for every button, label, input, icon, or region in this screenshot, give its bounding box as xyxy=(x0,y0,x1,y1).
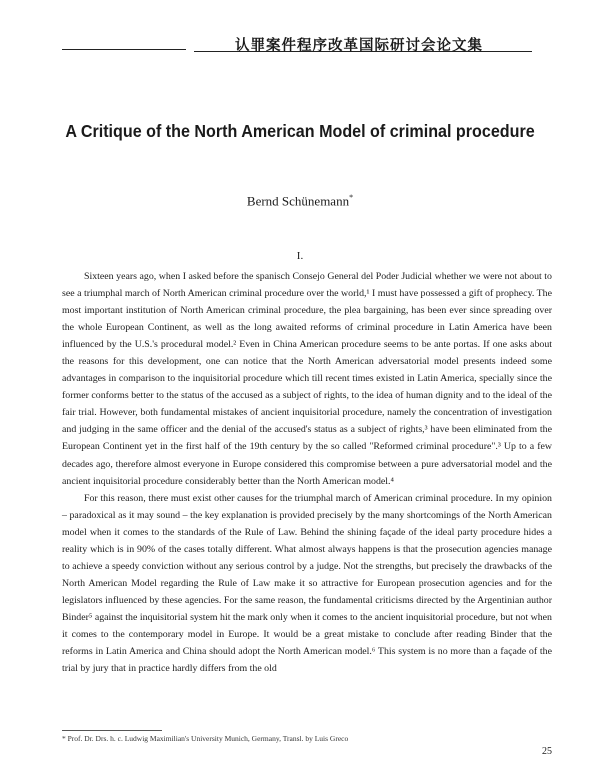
journal-title: 认罪案件程序改革国际研讨会论文集 xyxy=(235,38,483,54)
section-number: I. xyxy=(296,250,304,262)
author-line xyxy=(0,193,600,209)
footnote-divider xyxy=(62,730,162,731)
article-body xyxy=(62,268,552,677)
running-header xyxy=(62,34,532,54)
body-paragraph-2: For this reason, there must exist other causes for the triumphal march of American criminal procedure. In my opinion – paradoxical as it may sound – the key explanation is provided precisely by the many shortcomings of the North American model when it comes to the standards of the Rule of Law. Behind the shining façade of the ideal party procedure hides a reality which is in 90% of the cases totally different. What almost always happens is that the prosecution agencies manage to achieve a speedy conviction without any serious control by a judge. Not the strengths, but precisely the drawbacks of the North American Model regarding the Rule of Law make it so attractive for European prosecution agencies and for the legislators influenced by these agencies. For the same reason, the fundamental criticisms directed by the Argentinian author Binder⁵ against the inquisitorial system hit the mark only when it comes to the ancient inquisitorial procedure, but not when it comes to the contemporary model in Europe. It would be a great mistake to conclude after reading Binder that the reforms in Latin America and China should adopt the North American model.⁶ This system is no more than a façade of the trial by jury that in practice hardly differs from the old xyxy=(62,492,552,675)
page-number: 25 xyxy=(542,746,552,757)
paper-title: A Critique of the North American Model of criminal procedure xyxy=(65,121,535,141)
body-paragraph-1: Sixteen years ago, when I asked before the spanisch Consejo General del Poder Judicial whether we were not about to see a triumphal march of North American criminal procedure over the world,¹ I must have possessed a gift of prophecy. The most important institution of North American criminal procedure, the plea bargaining, has been ever since spreading over the whole European Continent, as well as the long awaited reforms of criminal procedure in Latin America have been influenced by the U.S.'s procedural model.² Even in China American procedure seems to be ante portas. If one asks about the reasons for this development, one can notice that the North American adversatorial model presents indeed some advantages in comparison to the inquisitorial procedure which till recent times existed in Latin America, specially since the former conforms better to the status of the accused as a subject of rights, to the idea of human dignity and to the ideal of the fair trial. However, both fundamental mistakes of ancient inquisitorial procedure, namely the concentration of investigation and judging in the same officer and the denial of the accused's status as a subject of rights,³ have been eliminated from the European Continent yet in the first half of the 19th century by the so called "Reformed criminal procedure".³ Up to a few decades ago, therefore almost everyone in Europe considered this compromise between a pure adversatorial model and the ancient inquisitorial procedure considerably better than the North American model.⁴ xyxy=(62,271,552,487)
footnote: * Prof. Dr. Drs. h. c. Ludwig Maximilian's University Munich, Germany, Transl. by Luis Greco xyxy=(62,734,349,743)
author-name: Bernd Schünemann xyxy=(246,193,350,209)
header-rule-left xyxy=(62,49,186,50)
author-footnote-marker: * xyxy=(349,193,354,202)
